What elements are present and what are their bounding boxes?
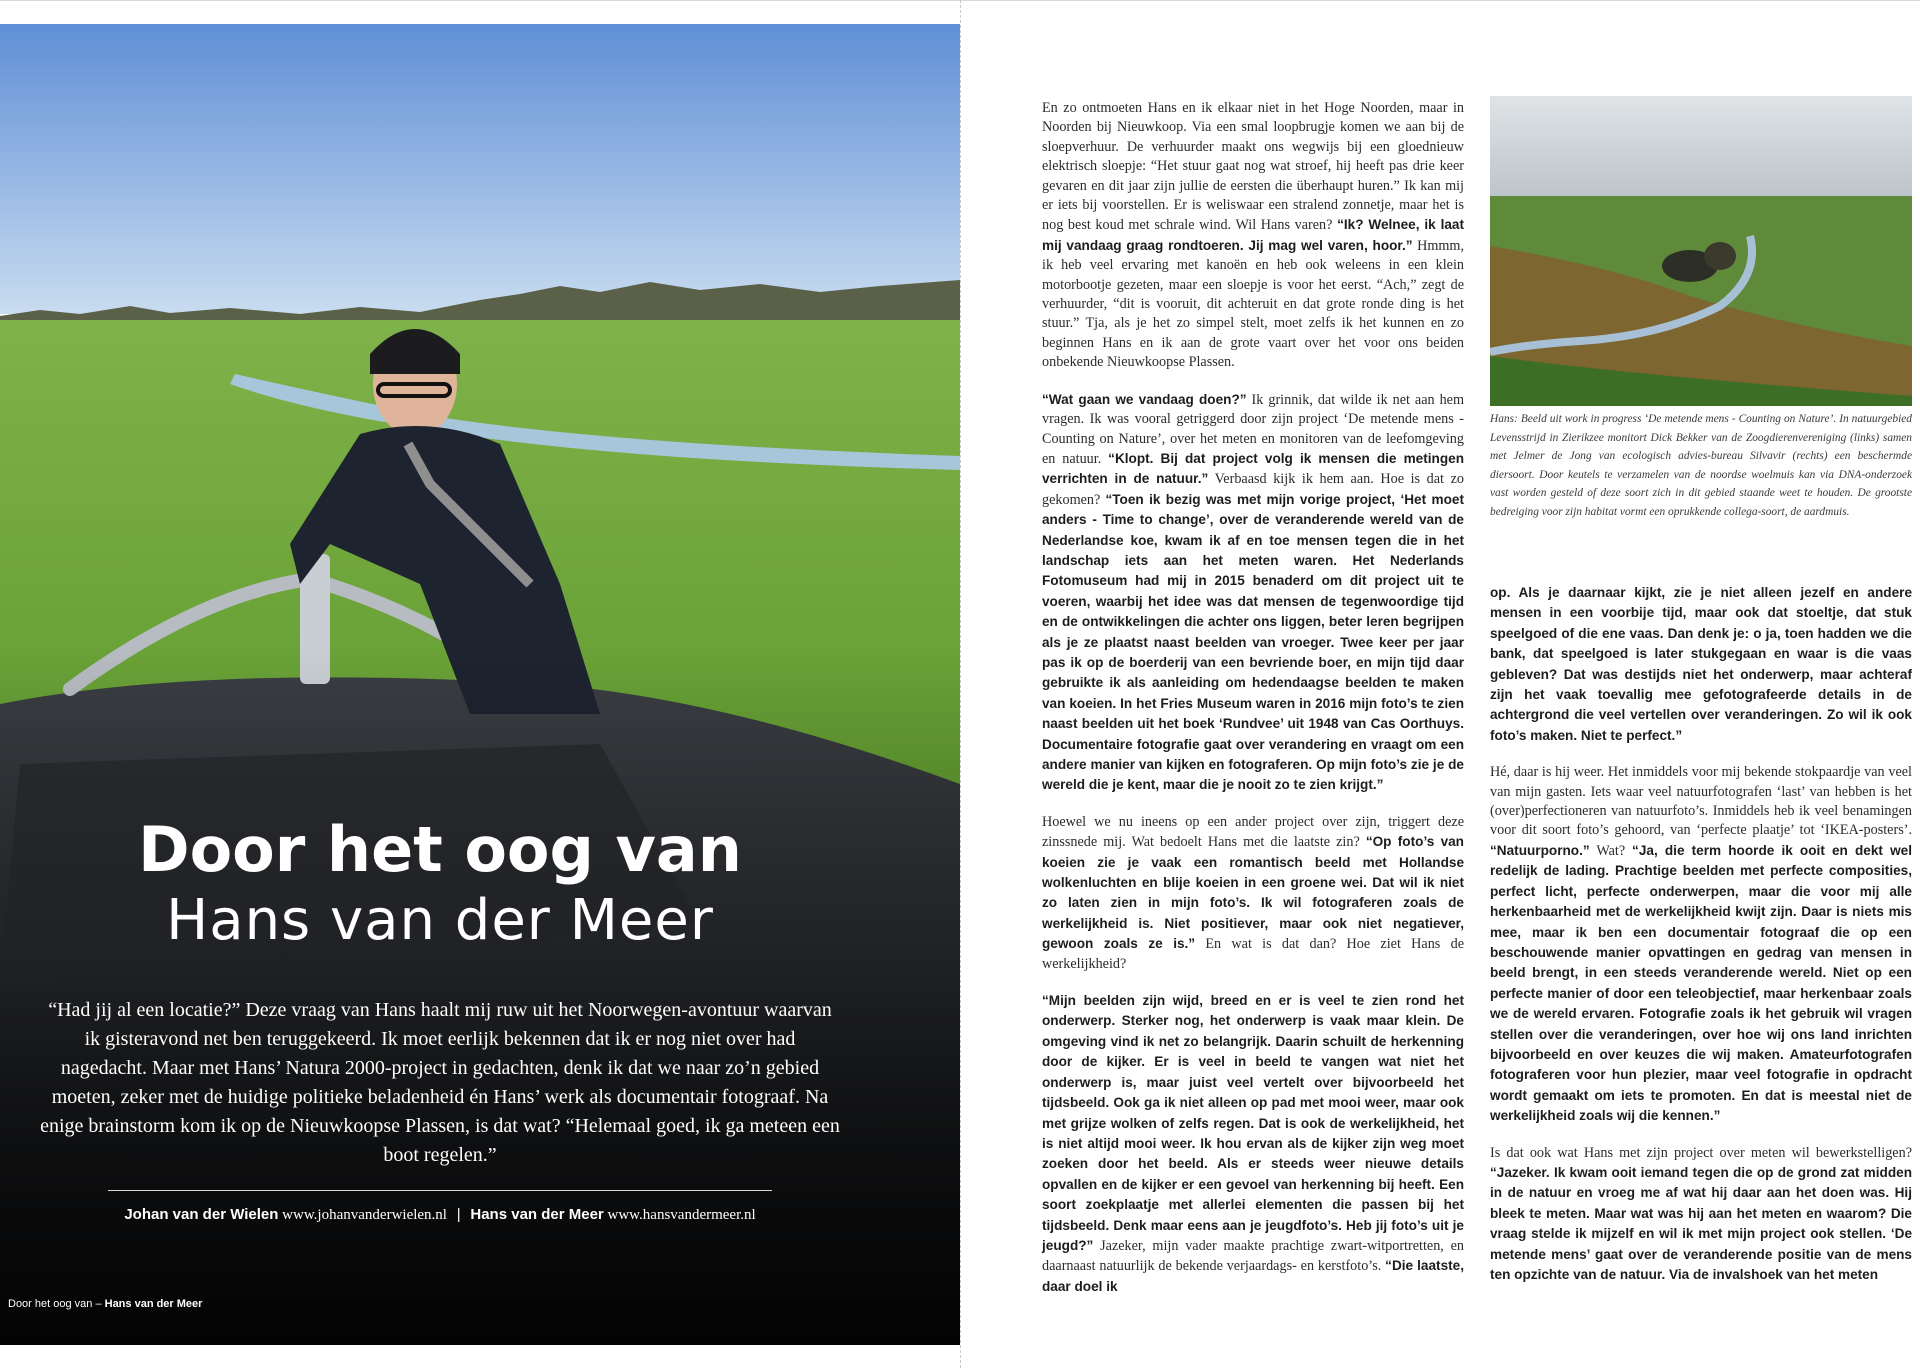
text-run: Hoewel we nu ineens op een ander project over zijn, triggert deze zinssnede mij. Wat bedoelt Hans met die laatste zin? [1042, 813, 1464, 851]
text-run: En zo ontmoeten Hans en ik elkaar niet in het Hoge Noorden, maar in Noorden bij Nieuwkoop. Via een smal loopbrugje komen we aan bij de sloepverhuur. De verhuurder maakt ons wegwijs bij een gloednieuw elektrisch sloepje: “Het stuur gaat nog wat stroef, hij heeft pas drie keer gevaren en dit jaar zijn jullie de eersten die überhaupt huren.” Ik kan mij er iets bij voorstellen. Er is weliswaar een stralend zonnetje, maar het is nog best koud met schrale wind. Wil Hans varen? [1042, 100, 1464, 234]
headline-line-2: Hans van der Meer [166, 888, 714, 953]
text-run: Hmmm, ik heb veel ervaring met kanoën en heb ook weleens in een klein motorbootje gezeten, maar een sloepje is voor het eerst. “Ach,” zegt de verhuurder, “dit is vooruit, dit achteruit en dat grote ronde ding is het stuur.” Tja, als je het zo simpel stelt, moet zelfs ik het kunnen en zo beginnen Hans en ik aan de grote vaart over het voor ons beiden onbekende Nieuwkoopse Plassen. [1042, 237, 1464, 371]
body-paragraph [1042, 813, 1464, 974]
body-paragraph [1042, 390, 1464, 796]
text-run: Ik grinnik, dat wilde ik net aan hem vragen. Ik was vooral getriggerd door zijn project ‘De metende mens - Counting on Nature’, over het meten en monitoren van de leefomgeving en natuur. [1042, 391, 1465, 467]
body-paragraph [1042, 991, 1464, 1297]
quote-run: “Ik? Welnee, ik laat mij vandaag graag rondtoeren. Jij mag wel varen, hoor.” [1042, 217, 1464, 253]
page-gutter [960, 0, 961, 1368]
quote-run: “Op foto’s van koeien zie je vaak een romantisch beeld met Hollandse wolkenluchten en blije koeien in een groene wei. Dat wil ik niet zo laten zien in mijn foto’s. Ik wil fotograferen zoals de werkelijkheid is. Niet positiever, maar ook niet negatiever, gewoon zoals ze is.” [1042, 834, 1464, 952]
text-run: Verbaasd kijk ik hem aan. Hoe is dat zo gekomen? [1042, 471, 1464, 508]
quote-run: “Toen ik bezig was met mijn vorige project, ‘Het moet anders - Time to change’, over de veranderende wereld van de Nederlandse koe, kwam ik af en toe mensen tegen die in het landschap iets aan het meten waren. Het Nederlands Fotomuseum had mij in 2015 benaderd om dit project uit te voeren, waarbij het idee was dat mensen de tegenwoordige tijd en de ontwikkelingen die achter ons liggen, beter leren begrijpen als je ze plaatst naast beelden van vroeger. Twee keer per jaar pas ik op de boerderij van een bevriende boer, en mijn tijd daar gebruikte ik als aanleiding om hedendaagse beelden te maken van koeien. In het Fries Museum waren in 2016 mijn foto’s te zien naast beelden uit het boek ‘Rundvee’ uit 1948 van Cas Oorthuys. Documentaire fotografie gaat over verandering en vraagt om een andere manier van kijken en fotograferen. Op mijn foto’s zie je de wereld die je kent, maar die je nooit zo te zien krijgt.” [1042, 491, 1464, 793]
article-headline [0, 812, 880, 954]
quote-run: “Die laatste, daar doel ik [1042, 1258, 1464, 1294]
subject-name: Hans van der Meer [470, 1206, 604, 1223]
footer-prefix: Door het oog van [8, 1298, 93, 1310]
text-run: Is dat ook wat Hans met zijn project over meten wil bewerkstelligen? [1490, 1144, 1912, 1161]
body-paragraph [1490, 763, 1912, 1126]
quote-run: “Jazeker. Ik kwam ooit iemand tegen die op de grond zat midden in de natuur en vroeg me af wat hij daar aan het doen was. Hij bleek te meten. Maar wat was hij aan het meten en waarom? Die vraag stelde ik mijzelf en wil ik met mijn project ook stellen. ‘De metende mens’ gaat over de veranderende positie van de mens ten opzichte van de natuur. Via de invalshoek van het meten [1490, 1164, 1912, 1282]
quote-run: “Wat gaan we vandaag doen?” [1042, 391, 1247, 407]
page-footer [8, 1298, 202, 1310]
credits-separator: | [456, 1206, 461, 1223]
text-run: Jazeker, mijn vader maakte prachtige zwart-witportretten, en daarnaast natuurlijk de bekende verjaardags- en kerstfoto’s. [1042, 1237, 1464, 1275]
quote-run: “Ja, die term hoorde ik ooit en dekt wel redelijk de lading. Prachtige beelden met perfecte composities, perfect licht, perfecte onderwerpen, maar die voor mij alle herkenbaarheid met de werkelijkheid kwijt zijn. Daar is niets mis mee, maar ik ben een documentair fotograaf die op een beschouwende manier opvattingen en gedrag van mensen in beeld brengt, in een steeds veranderende wereld. Niet op een perfecte manier of door een teleobjectief, maar herkenbaar zoals we de wereld ervaren. Fotografie zoals ik het gebruik wil vragen stellen over die veranderingen, over hoe wij ons land inrichten bijvoorbeeld en over keuzes die wij maken. Amateurfotografen fotograferen voor hun plezier, maar veel fotografie in opdracht wordt gemaakt om iets te promoten. En dat is meestal niet de werkelijkheid zoals wij die kennen.” [1490, 842, 1912, 1124]
body-paragraph [1490, 583, 1912, 746]
text-run: Wat? [1589, 842, 1633, 859]
quote-run: “Mijn beelden zijn wijd, breed en er is veel te zien rond het onderwerp. Sterker nog, het onderwerp is vaak maar klein. De omgeving vind ik net zo belangrijk. Daarin schuilt de herkenning door de kijker. Er is veel in beeld te vangen wat niet het onderwerp is, maar juist veel vertelt over bijvoorbeeld het tijdsbeeld. Ook ga ik niet alleen op pad met mooi weer, maar ook met grijze wolken of zelfs regen. Dat is ook de werkelijkheid, het is niet altijd mooi weer. Ik hou ervan als de kijker zijn weg moet zoeken door het beeld. Als er steeds weer nieuwe details opvallen en de kijker er een gevoel van herkenning bij heeft. Een soort zoekplaatje met allerlei elementen die passen bij het tijdsbeeld. Denk maar eens aan je jeugdfoto’s. Heb jij foto’s uit je jeugd?” [1042, 993, 1464, 1253]
author-name: Johan van der Wielen [124, 1206, 279, 1223]
subject-url[interactable]: www.hansvandermeer.nl [607, 1207, 756, 1223]
quote-run: op. Als je daarnaar kijkt, zie je niet alleen jezelf en andere mensen in een voorbije tijd, maar ook dat stoeltje, dat stuk speelgoed of die ene vaas. Dan denk je: o ja, toen hadden we die bank, dat speelgoed is later stukgegaan en waar is die vaas gebleven? Dat was destijds niet het onderwerp, maar achteraf zijn het vaak toevallig mee gefotografeerde details in de achtergrond die veel vertellen over veranderingen. Zo wil ik ook foto’s maken. Niet te perfect.” [1490, 585, 1912, 743]
credits-divider [108, 1190, 772, 1191]
body-column-1 [1042, 99, 1464, 1314]
body-paragraph [1490, 1144, 1912, 1286]
intro-paragraph: “Had jij al een locatie?” Deze vraag van Hans haalt mij ruw uit het Noorwegen-avontuur waarvan ik gisteravond net ben teruggekeerd. Ik moet eerlijk bekennen dat ik er nog niet over had nagedacht. Maar met Hans’ Natura 2000-project in gedachten, denk ik dat we naar zo’n gebied moeten, zeker met de huidige politieke beladenheid én Hans’ werk als documentair fotograaf. Na enige brainstorm kom ik op de Nieuwkoopse Plassen, is dat wat? “Helemaal goed, ik ga meteen een boot regelen.” [40, 999, 840, 1166]
credits-line [40, 1206, 840, 1224]
text-run: Hé, daar is hij weer. Het inmiddels voor mij bekende stokpaardje van veel van mijn gasten. Iets waar veel natuurfotografen ‘last’ van hebben is het (over)perfectioneren van natuurfoto’s. Inmiddels heb ik veel benamingen voor dit soort foto’s gehoord, van ‘perfecte plaatje’ tot ‘IKEA-posters’. [1490, 764, 1912, 839]
author-url[interactable]: www.johanvanderwielen.nl [282, 1207, 447, 1223]
text-run: En wat is dat dan? Hoe ziet Hans de werkelijkheid? [1042, 936, 1464, 972]
quote-run: “Natuurporno.” [1490, 842, 1590, 858]
quote-run: “Klopt. Bij dat project volg ik mensen die metingen verrichten in de natuur.” [1042, 450, 1464, 487]
inset-photo [1490, 96, 1912, 406]
headline-line-1: Door het oog van [138, 813, 742, 886]
footer-dash: – [92, 1298, 105, 1310]
body-column-2 [1490, 583, 1912, 1302]
photo-caption: Hans: Beeld uit work in progress ‘De metende mens - Counting on Nature’. In natuurgebied Levensstrijd in Zierikzee monitort Dick Bekker van de Zoogdierenvereniging (links) samen met Jelmer de Jong van ecologisch advies-bureau Silvavir (rechts) een beschermde diersoort. Door keutels te verzamelen van de noordse woelmuis kan via DNA-onderzoek vast worden gesteld of deze soort zich in dit gebied staande weet te houden. De grootste bedreiging voor zijn habitat vormt een oprukkende collega-soort, de aardmuis. [1490, 413, 1912, 518]
body-paragraph [1042, 99, 1464, 373]
footer-name: Hans van der Meer [104, 1298, 203, 1310]
